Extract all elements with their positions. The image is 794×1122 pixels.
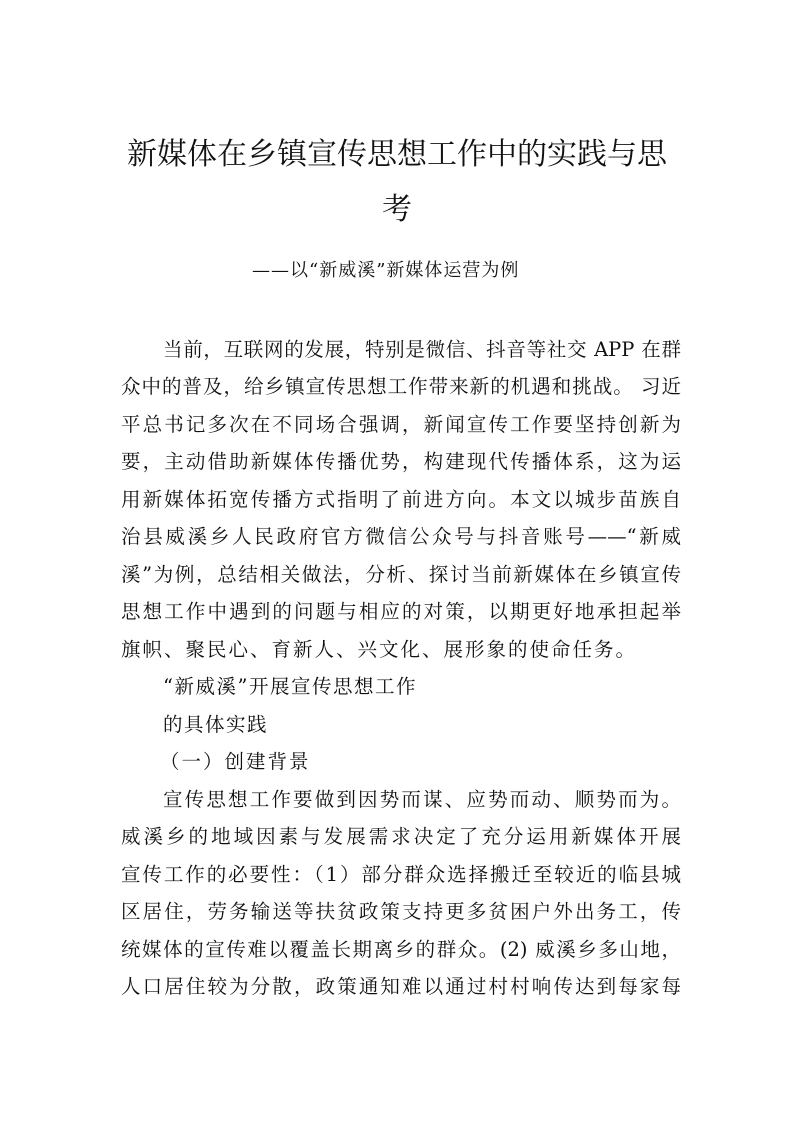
text-line: 统媒体的宣传难以覆盖长期离乡的群众。(2) 威溪乡多山地，	[121, 938, 681, 961]
text-line: 用新媒体拓宽传播方式指明了前进方向。本文以城步苗族自	[121, 488, 681, 511]
document-title-line1: 新媒体在乡镇宣传思想工作中的实践与思	[127, 137, 667, 172]
text-line: 要，主动借助新媒体传播优势，构建现代传播体系，这为运	[121, 450, 681, 473]
text-line: 思想工作中遇到的问题与相应的对策，以期更好地承担起举	[121, 600, 681, 623]
document-title-line2: 考	[382, 192, 412, 227]
document-subtitle: ——以“新威溪”新媒体运营为例	[252, 260, 520, 281]
text-line: 治县威溪乡人民政府官方微信公众号与抖音账号——“新威	[121, 525, 681, 548]
text-line: 溪”为例，总结相关做法，分析、探讨当前新媒体在乡镇宣传	[121, 563, 681, 586]
text-line: 当前，互联网的发展，特别是微信、抖音等社交 APP 在群	[163, 338, 681, 361]
text-line: 平总书记多次在不同场合强调，新闻宣传工作要坚持创新为	[121, 413, 681, 436]
section-heading-line1: “新威溪”开展宣传思想工作	[163, 675, 417, 698]
text-line: 宣传思想工作要做到因势而谋、应势而动、顺势而为。	[163, 788, 681, 811]
section-heading-line2: 的具体实践	[163, 713, 269, 736]
text-line: 人口居住较为分散，政策通知难以通过村村响传达到每家每	[121, 975, 681, 998]
text-line: 威溪乡的地域因素与发展需求决定了充分运用新媒体开展	[121, 825, 681, 848]
text-line: 旗帜、聚民心、育新人、兴文化、展形象的使命任务。	[121, 638, 638, 661]
text-line: 区居住，劳务输送等扶贫政策支持更多贫困户外出务工，传	[121, 900, 681, 923]
text-line: 宣传工作的必要性：（1）部分群众选择搬迁至较近的临县城	[121, 863, 681, 886]
text-line: 众中的普及，给乡镇宣传思想工作带来新的机遇和挑战。 习近	[121, 375, 681, 398]
subsection-heading: （一）创建背景	[160, 750, 311, 773]
